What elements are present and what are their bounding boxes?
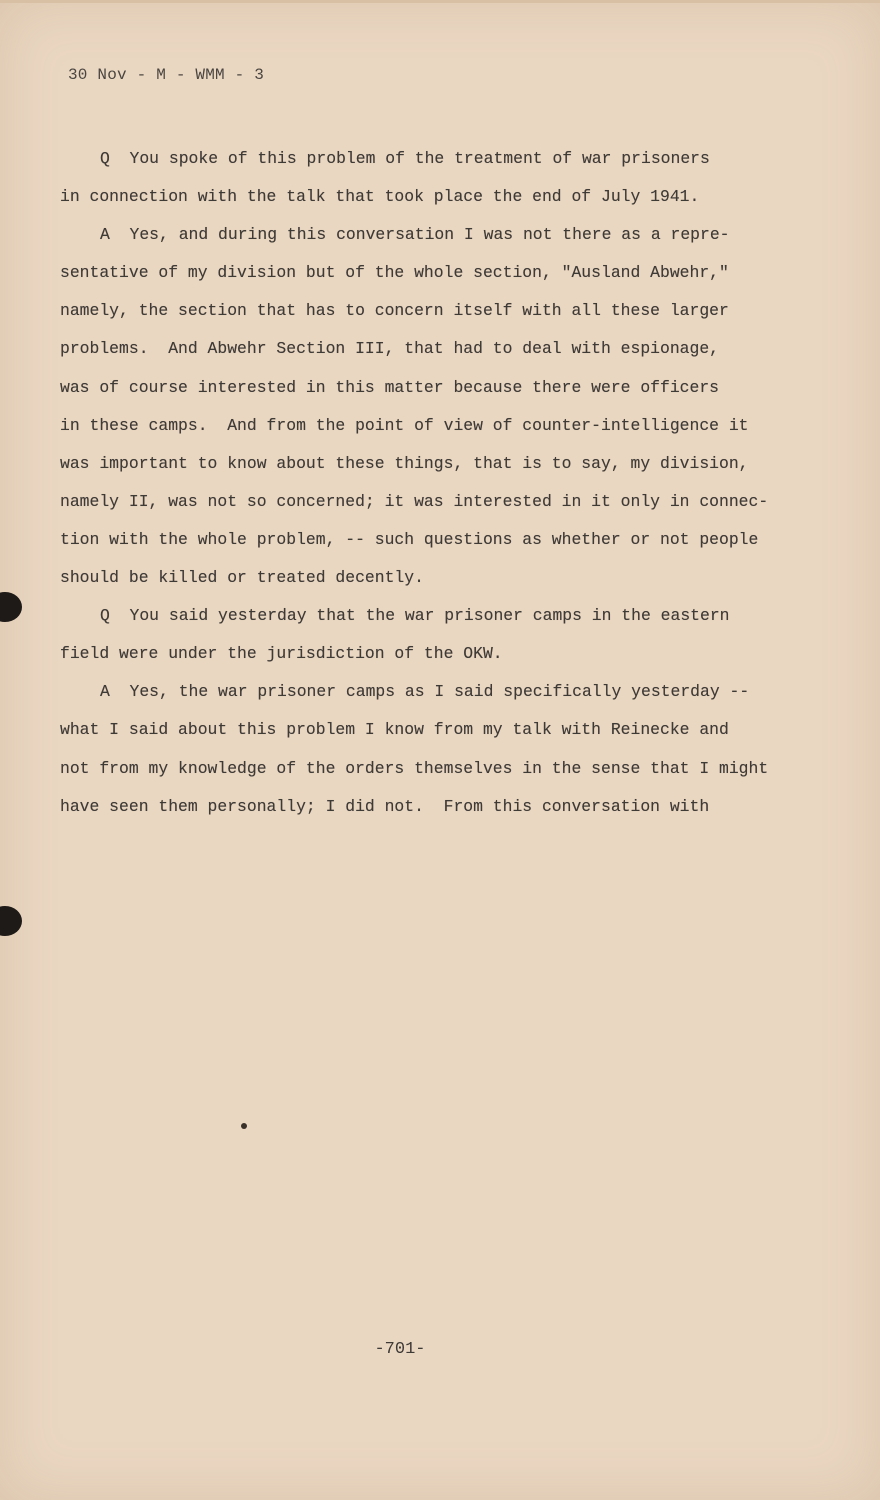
transcript-body <box>60 140 780 826</box>
text-line: A Yes, the war prisoner camps as I said specifically yesterday -- <box>100 682 750 702</box>
text-line: have seen them personally; I did not. From this conversation with <box>60 796 710 816</box>
ink-speck <box>241 1123 247 1129</box>
text-line: in these camps. And from the point of view of counter-intelligence it <box>60 415 749 435</box>
text-line: Q You spoke of this problem of the treatment of war prisoners <box>100 149 710 168</box>
text-line: sentative of my division but of the whole section, "Ausland Abwehr," <box>60 263 729 283</box>
page-top-edge <box>0 0 880 3</box>
text-line: field were under the jurisdiction of the OKW. <box>60 644 503 664</box>
text-line: Q You said yesterday that the war prisoner camps in the eastern <box>100 606 730 626</box>
text-line: should be killed or treated decently. <box>60 568 424 588</box>
text-line: namely, the section that has to concern itself with all these larger <box>60 301 729 321</box>
punch-hole-upper <box>0 592 22 622</box>
text-line: problems. And Abwehr Section III, that had to deal with espionage, <box>60 339 720 359</box>
text-line: was of course interested in this matter because there were officers <box>60 377 720 397</box>
text-line: not from my knowledge of the orders themselves in the sense that I might <box>60 758 769 778</box>
page-header-reference: 30 Nov - M - WMM - 3 <box>68 66 265 84</box>
text-line: namely II, was not so concerned; it was interested in it only in connec- <box>60 491 769 511</box>
text-line: in connection with the talk that took place the end of July 1941. <box>60 187 700 207</box>
text-line: was important to know about these things, that is to say, my division, <box>60 453 749 473</box>
text-line: what I said about this problem I know from my talk with Reinecke and <box>60 720 729 740</box>
page-number: -701- <box>374 1340 426 1359</box>
punch-hole-lower <box>0 906 22 936</box>
text-line: tion with the whole problem, -- such questions as whether or not people <box>60 529 759 549</box>
text-line: A Yes, and during this conversation I was not there as a repre- <box>100 225 730 245</box>
